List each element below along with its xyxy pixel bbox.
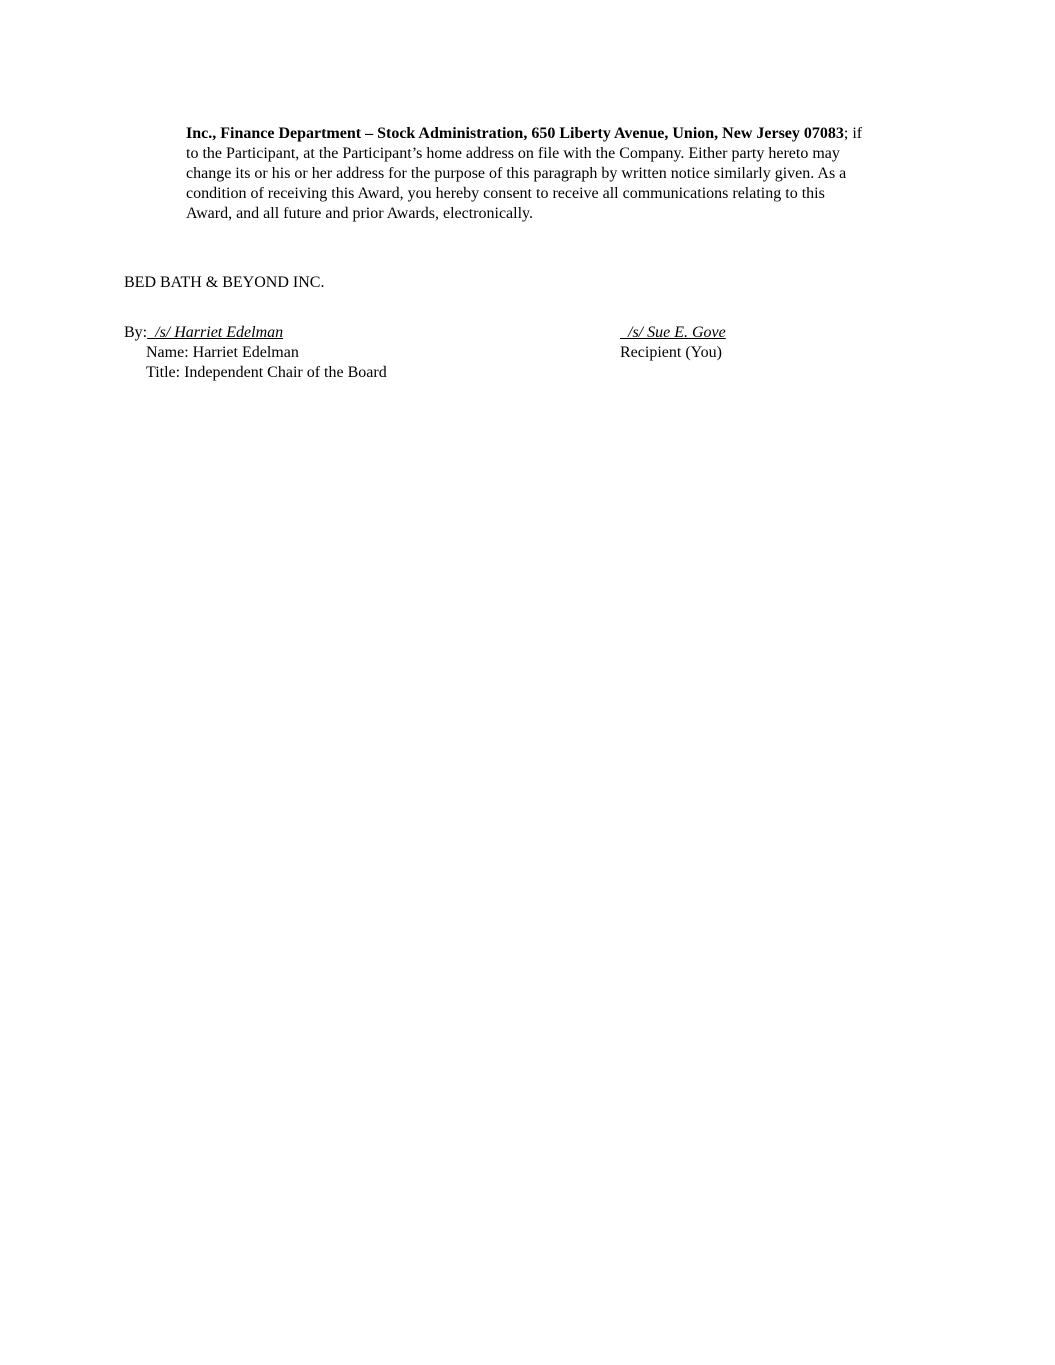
signatory-name: Name: Harriet Edelman bbox=[146, 344, 299, 361]
recipient-role: Recipient (You) bbox=[620, 344, 722, 361]
recipient-signature-block bbox=[620, 323, 916, 363]
paragraph-line-4: condition of receiving this Award, you hereby consent to receive all communications relating to this bbox=[186, 185, 825, 202]
paragraph-line-3: change its or his or her address for the purpose of this paragraph by written notice similarly given. As a bbox=[186, 165, 847, 182]
recipient-signature-row bbox=[620, 323, 916, 343]
recipient-signature-text: /s/ Sue E. Gove bbox=[628, 324, 726, 341]
signatory-title: Title: Independent Chair of the Board bbox=[146, 364, 387, 381]
paragraph-line-1 bbox=[186, 124, 926, 144]
company-address: Inc., Finance Department – Stock Administration, 650 Liberty Avenue, Union, New Jersey 07083 bbox=[186, 125, 844, 142]
recipient-signature bbox=[620, 323, 916, 343]
by-label: By: bbox=[124, 324, 148, 341]
company-signature bbox=[147, 323, 493, 343]
paragraph-line-1-rest: ; if bbox=[843, 125, 863, 142]
notice-paragraph bbox=[186, 124, 926, 224]
paragraph-line-5: Award, and all future and prior Awards, electronically. bbox=[186, 205, 534, 222]
company-signature-block bbox=[124, 323, 493, 383]
paragraph-line-2: to the Participant, at the Participant’s home address on file with the Company. Either party hereto may bbox=[186, 145, 840, 162]
company-name: BED BATH & BEYOND INC. bbox=[124, 274, 325, 291]
company-signature-text: /s/ Harriet Edelman bbox=[155, 324, 284, 341]
company-signature-row bbox=[124, 323, 493, 343]
